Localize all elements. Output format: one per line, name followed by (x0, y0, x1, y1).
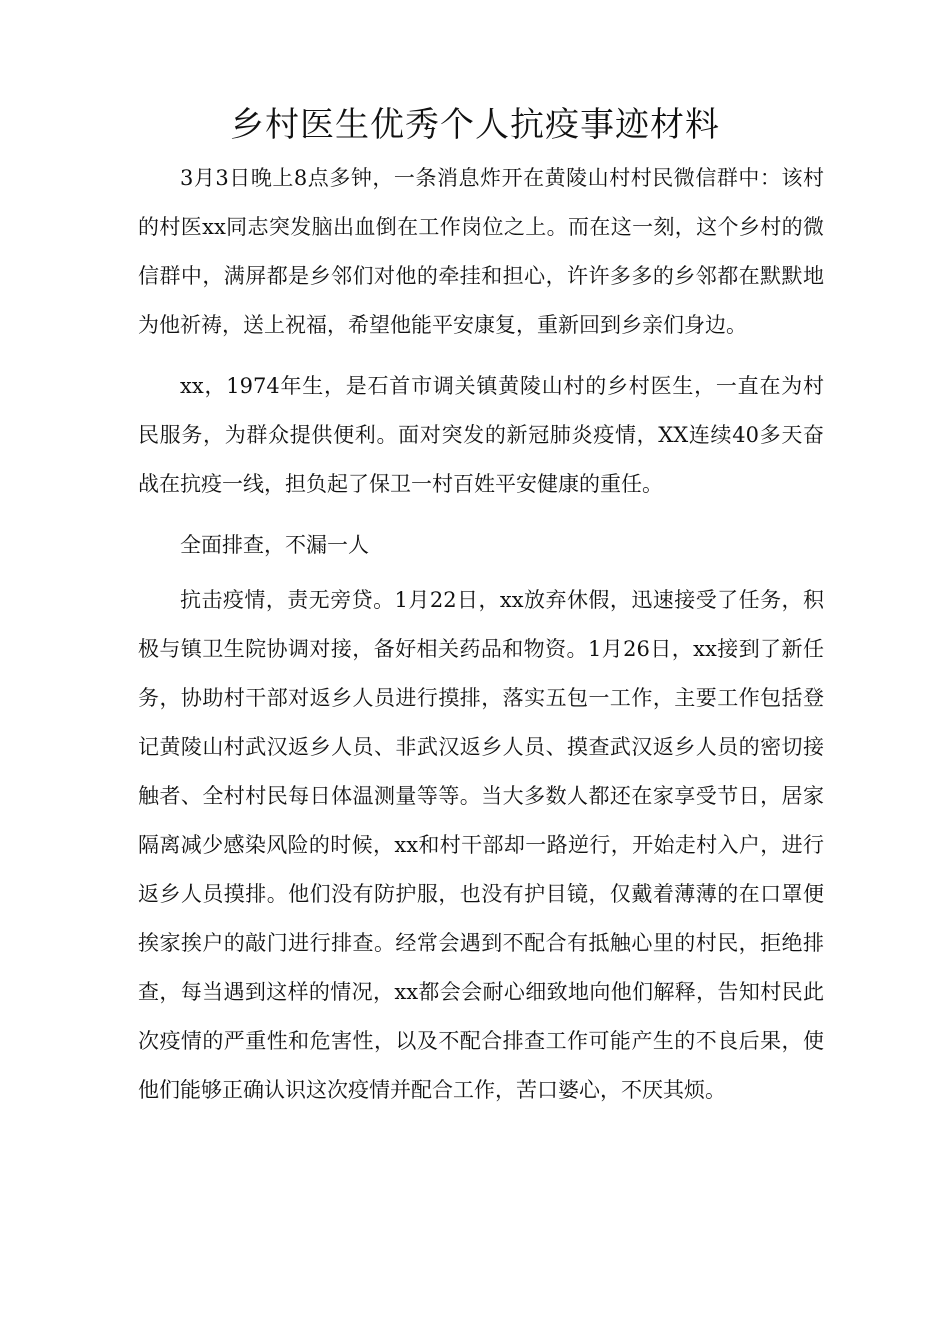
document-title: 乡村医生优秀个人抗疫事迹材料 (230, 105, 720, 145)
section-heading: 全面排查，不漏一人 (180, 533, 369, 557)
paragraph-investigation: 抗击疫情，责无旁贷。1月22日，xx放弃休假，迅速接受了任务，积极与镇卫生院协调对接，备好相关药品和物资。1月26日，xx接到了新任务，协助村干部对返乡人员进行摸排，落实五包一工作，主要工作包括登记黄陵山村武汉返乡人员、非武汉返乡人员、摸查武汉返乡人员的密切接触者、全村村民每日体温测量等等。当大多数人都还在家享受节日，居家隔离减少感染风险的时候，xx和村干部却一路逆行，开始走村入户，进行返乡人员摸排。他们没有防护服，也没有护目镜，仅戴着薄薄的在口罩便挨家挨户的敲门进行排查。经常会遇到不配合有抵触心里的村民，拒绝排查，每当遇到这样的情况，xx都会会耐心细致地向他们解释，告知村民此次疫情的严重性和危害性，以及不配合排查工作可能产生的不良后果，使他们能够正确认识这次疫情并配合工作，苦口婆心，不厌其烦。 (138, 588, 824, 1102)
paragraph-intro: 3月3日晚上8点多钟，一条消息炸开在黄陵山村村民微信群中：该村的村医xx同志突发脑出血倒在工作岗位之上。而在这一刻，这个乡村的微信群中，满屏都是乡邻们对他的牵挂和担心，许许多多的乡邻都在默默地为他祈祷，送上祝福，希望他能平安康复，重新回到乡亲们身边。 (138, 166, 824, 337)
paragraph-profile: xx，1974年生，是石首市调关镇黄陵山村的乡村医生，一直在为村民服务，为群众提供便利。面对突发的新冠肺炎疫情，XX连续40多天奋战在抗疫一线，担负起了保卫一村百姓平安健康的重任。 (138, 374, 824, 496)
document-body (138, 154, 824, 1127)
